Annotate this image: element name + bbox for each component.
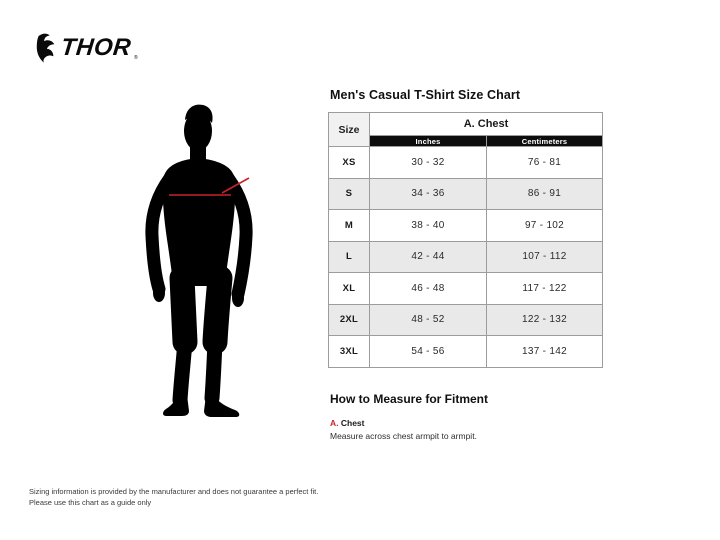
- registered-trademark: ®: [134, 55, 138, 61]
- male-silhouette-icon: [120, 88, 310, 428]
- cell-centimeters: 76 - 81: [487, 147, 603, 179]
- disclaimer-text: [29, 487, 318, 509]
- cell-size: S: [329, 178, 370, 210]
- measure-guide-heading: How to Measure for Fitment: [330, 392, 489, 406]
- table-row: [329, 304, 603, 336]
- table-row: [329, 147, 603, 179]
- disclaimer-line-1: Sizing information is provided by the manufacturer and does not guarantee a perfect fit.: [29, 487, 319, 496]
- measure-item-title: [330, 418, 602, 428]
- cell-centimeters: 122 - 132: [487, 304, 603, 336]
- disclaimer-line-2: Please use this chart as a guide only: [29, 497, 152, 507]
- cell-size: XS: [329, 147, 370, 179]
- table-row: [329, 241, 603, 273]
- cell-centimeters: 117 - 122: [487, 273, 603, 305]
- table-row: [329, 210, 603, 242]
- cell-inches: 48 - 52: [370, 304, 487, 336]
- size-chart-table: [328, 112, 603, 368]
- cell-size: 2XL: [329, 304, 370, 336]
- column-header-chest: A. Chest: [370, 113, 603, 136]
- thor-logo: [34, 33, 138, 63]
- table-row: [329, 178, 603, 210]
- cell-inches: 54 - 56: [370, 336, 487, 368]
- table-row: [329, 273, 603, 305]
- column-header-inches: Inches: [370, 136, 487, 147]
- cell-inches: 46 - 48: [370, 273, 487, 305]
- cell-size: 3XL: [329, 336, 370, 368]
- cell-centimeters: 137 - 142: [487, 336, 603, 368]
- cell-inches: 42 - 44: [370, 241, 487, 273]
- size-table-body: [329, 147, 603, 368]
- measure-item-letter: A.: [330, 418, 339, 428]
- column-header-size: Size: [329, 113, 370, 147]
- column-header-centimeters: Centimeters: [487, 136, 603, 147]
- cell-centimeters: 107 - 112: [487, 241, 603, 273]
- cell-size: L: [329, 241, 370, 273]
- thor-wordmark: THOR: [59, 34, 133, 61]
- measure-item-description: Measure across chest armpit to armpit.: [330, 431, 477, 441]
- cell-inches: 38 - 40: [370, 210, 487, 242]
- cell-centimeters: 86 - 91: [487, 178, 603, 210]
- table-row: [329, 336, 603, 368]
- cell-centimeters: 97 - 102: [487, 210, 603, 242]
- measure-item-name: Chest: [340, 418, 365, 428]
- page-title: Men's Casual T-Shirt Size Chart: [330, 88, 521, 102]
- cell-inches: 34 - 36: [370, 178, 487, 210]
- cell-size: XL: [329, 273, 370, 305]
- cell-inches: 30 - 32: [370, 147, 487, 179]
- measurement-figure: [120, 88, 310, 428]
- thor-goat-icon: [34, 33, 58, 63]
- measure-guide-section: [330, 392, 602, 441]
- cell-size: M: [329, 210, 370, 242]
